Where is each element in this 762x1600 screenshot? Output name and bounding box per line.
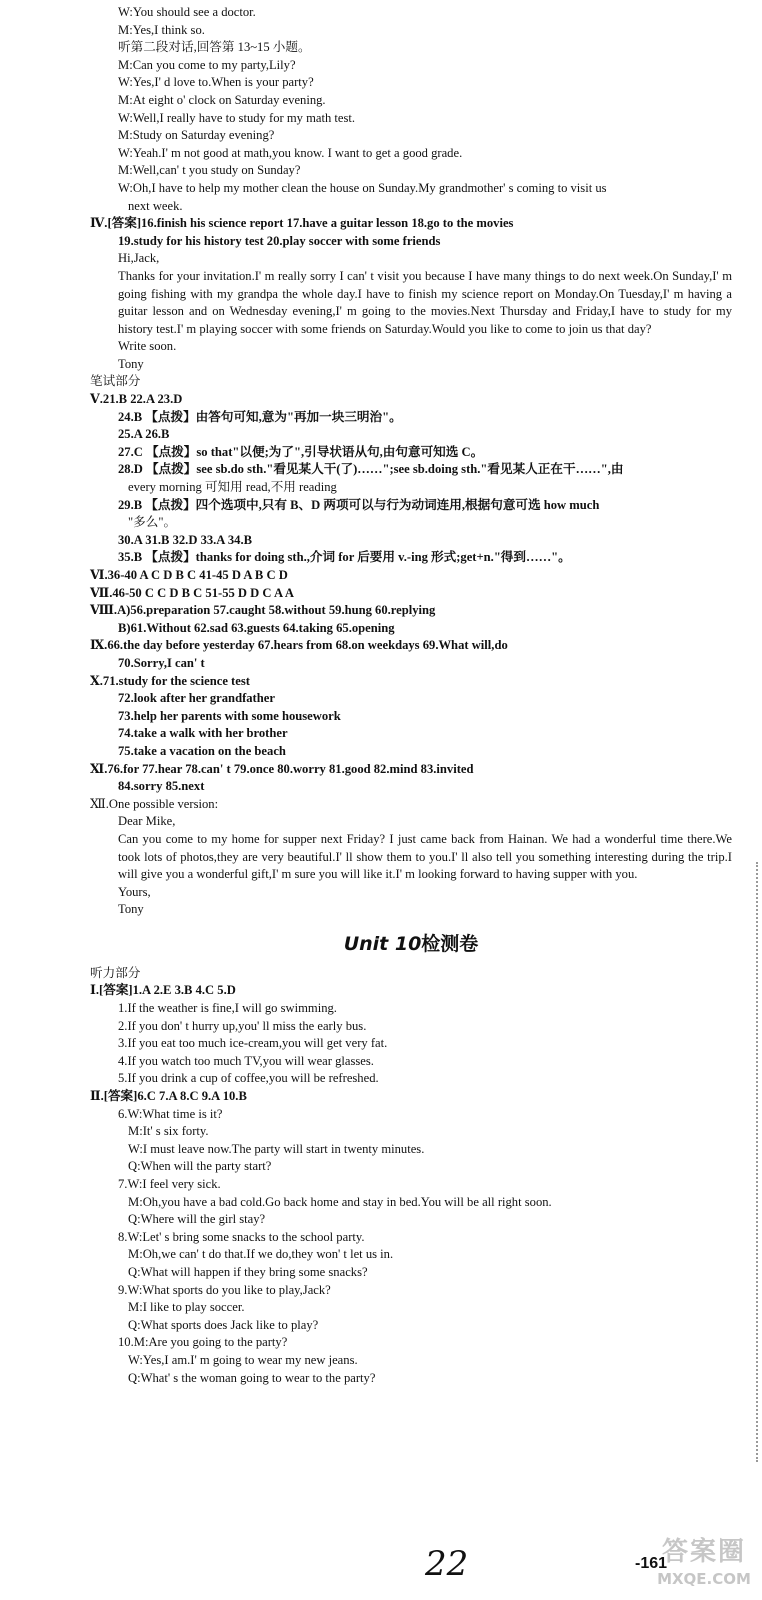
- text-line: every morning 可知用 read,不用 reading: [128, 480, 337, 495]
- answer-line: 84.sorry 85.next: [118, 779, 205, 794]
- page-number: -161: [635, 1555, 668, 1572]
- text-line: 3.If you eat too much ice-cream,you will get very fat.: [118, 1036, 388, 1051]
- letter-closing: Write soon.: [118, 339, 177, 354]
- answer-line: 75.take a vacation on the beach: [118, 743, 286, 758]
- unit-title-en: Unit 10: [343, 932, 422, 955]
- text-line: W:Yes,I' d love to.When is your party?: [118, 75, 314, 90]
- answer-line: 19.study for his history test 20.play soccer with some friends: [118, 233, 441, 248]
- text-line: M:Yes,I think so.: [118, 22, 205, 37]
- text-line: Q:Where will the girl stay?: [128, 1212, 266, 1227]
- text-line: M:Oh,you have a bad cold.Go back home and stay in bed.You will be all right soon.: [128, 1194, 552, 1209]
- answer-line: 27.C 【点拨】so that"以便;为了",引导状语从句,由句意可知选 C。: [118, 444, 484, 459]
- watermark-logo: 答案圈: [661, 1537, 746, 1567]
- section-heading: 笔试部分: [90, 374, 141, 389]
- answer-line: 73.help her parents with some housework: [118, 708, 341, 723]
- text-line: M:I like to play soccer.: [128, 1300, 245, 1315]
- text-line: Q:What' s the woman going to wear to the party?: [128, 1370, 376, 1385]
- text-line: 9.W:What sports do you like to play,Jack?: [118, 1282, 331, 1297]
- site-watermark: [650, 1535, 758, 1597]
- answer-line: Ⅴ.21.B 22.A 23.D: [90, 392, 183, 407]
- answer-line: Ⅷ.A)56.preparation 57.caught 58.without 59.hung 60.replying: [90, 603, 436, 618]
- letter-greeting: Dear Mike,: [118, 814, 176, 829]
- text-line: 10.M:Are you going to the party?: [118, 1335, 288, 1350]
- text-line: 6.W:What time is it?: [118, 1106, 223, 1121]
- answer-line: Ⅺ.76.for 77.hear 78.can' t 79.once 80.worry 81.good 82.mind 83.invited: [90, 761, 474, 776]
- text-line: M:Well,can' t you study on Sunday?: [118, 163, 301, 178]
- text-line: 1.If the weather is fine,I will go swimming.: [118, 1001, 337, 1016]
- answer-line: 74.take a walk with her brother: [118, 726, 288, 741]
- watermark-url: MXQE.COM: [657, 1570, 751, 1588]
- text-line: Q:What sports does Jack like to play?: [128, 1317, 319, 1332]
- text-line: M:It' s six forty.: [128, 1124, 209, 1139]
- answer-line: 35.B 【点拨】thanks for doing sth.,介词 for 后要用 v.-ing 形式;get+n."得到……"。: [118, 550, 571, 565]
- text-line: M:At eight o' clock on Saturday evening.: [118, 92, 326, 107]
- text-line: Q:When will the party start?: [128, 1159, 272, 1174]
- text-line: M:Can you come to my party,Lily?: [118, 57, 296, 72]
- text-line: W:Yes,I am.I' m going to wear my new jeans.: [128, 1352, 358, 1367]
- margin-dotted-line: [756, 862, 758, 1462]
- text-line: W:You should see a doctor.: [118, 5, 256, 19]
- text-line: W:Yeah.I' m not good at math,you know. I want to get a good grade.: [118, 145, 463, 160]
- text-line: "多么"。: [128, 515, 177, 530]
- answer-line: 70.Sorry,I can' t: [118, 655, 205, 670]
- text-line: next week.: [128, 198, 183, 213]
- answer-line: Ⅹ.71.study for the science test: [90, 673, 250, 688]
- text-line: W:Well,I really have to study for my math test.: [118, 110, 356, 125]
- text-line: 听第二段对话,回答第 13~15 小题。: [118, 40, 311, 55]
- answer-line: 28.D 【点拨】see sb.do sth."看见某人干(了)……";see sb.doing sth."看见某人正在干……",由: [118, 462, 624, 477]
- handwritten-note: 22: [425, 1544, 469, 1584]
- text-line: 4.If you watch too much TV,you will wear glasses.: [118, 1053, 374, 1068]
- answer-line: 72.look after her grandfather: [118, 691, 275, 706]
- text-line: 8.W:Let' s bring some snacks to the school party.: [118, 1229, 365, 1244]
- text-line: 2.If you don' t hurry up,you' ll miss the early bus.: [118, 1018, 367, 1033]
- answer-line: 24.B 【点拨】由答句可知,意为"再加一块三明治"。: [118, 409, 402, 424]
- answer-line: Ⅸ.66.the day before yesterday 67.hears from 68.on weekdays 69.What will,do: [90, 638, 508, 653]
- answer-line: Ⅶ.46-50 C C D B C 51-55 D D C A A: [90, 585, 294, 600]
- answer-line: Ⅰ.[答案]1.A 2.E 3.B 4.C 5.D: [90, 983, 236, 998]
- text-line: M:Study on Saturday evening?: [118, 128, 275, 143]
- answer-line: Ⅳ.[答案]16.finish his science report 17.have a guitar lesson 18.go to the movies: [90, 216, 514, 231]
- letter-signature: Tony: [118, 356, 144, 371]
- letter-signature: Tony: [118, 902, 144, 917]
- answer-line: 30.A 31.B 32.D 33.A 34.B: [118, 532, 252, 547]
- answer-line: 25.A 26.B: [118, 427, 170, 442]
- letter-body: Thanks for your invitation.I' m really sorry I can' t visit you because I have many things to do next week.On Sunday,I' m going fishing with my grandpa the whole day.I have to finish my science report on Monday.On Tuesday,I' m having a guitar lesson and on Wednesday evening,I' m going to the movies.Next Thursday and Friday,I have to study for my history test.I' m playing soccer with some friends on Saturday.Would you like to come to join us that day?: [118, 268, 732, 336]
- answer-line: Ⅵ.36-40 A C D B C 41-45 D A B C D: [90, 568, 288, 582]
- answer-line: 29.B 【点拨】四个选项中,只有 B、D 两项可以与行为动词连用,根据句意可选 how much: [118, 497, 600, 512]
- text-line: 5.If you drink a cup of coffee,you will be refreshed.: [118, 1071, 379, 1086]
- letter-greeting: Hi,Jack,: [118, 251, 160, 266]
- answer-line: Ⅱ.[答案]6.C 7.A 8.C 9.A 10.B: [90, 1089, 247, 1104]
- text-line: W:I must leave now.The party will start in twenty minutes.: [128, 1141, 425, 1156]
- answer-line: B)61.Without 62.sad 63.guests 64.taking 65.opening: [118, 620, 395, 635]
- text-line: 7.W:I feel very sick.: [118, 1177, 221, 1191]
- text-line: Ⅻ.One possible version:: [90, 796, 219, 811]
- unit-title-cn: 检测卷: [421, 932, 479, 955]
- text-line: W:Oh,I have to help my mother clean the house on Sunday.My grandmother' s coming to visit us: [118, 180, 607, 195]
- letter-body: Can you come to my home for supper next Friday? I just came back from Hainan. We had a wonderful time there.We took lots of photos,they are very beautiful.I' ll show them to you.I' ll also tell you something interesting during the trip.I will give you a wonderful gift,I' m sure you will like it.I' m looking forward to having supper with you.: [118, 831, 732, 882]
- text-line: Q:What will happen if they bring some snacks?: [128, 1264, 368, 1279]
- unit-title: [0, 927, 762, 961]
- document-page: [0, 4, 762, 1387]
- section-heading: 听力部分: [90, 965, 141, 980]
- letter-closing: Yours,: [118, 884, 151, 899]
- text-line: M:Oh,we can' t do that.If we do,they won' t let us in.: [128, 1247, 394, 1262]
